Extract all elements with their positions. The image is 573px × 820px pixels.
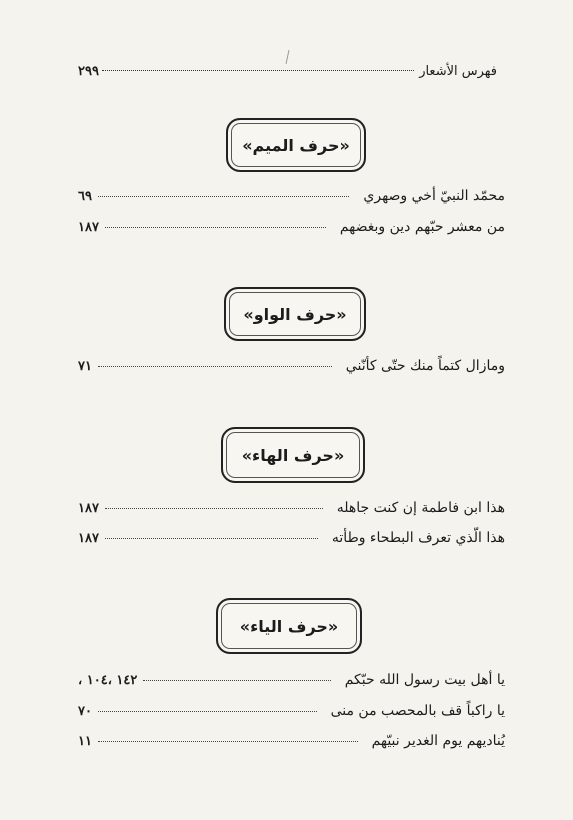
entry-verse: يا أهل بيت رسول الله حبّكم [344,672,505,688]
section-heading-meem: «حرف الميم» [226,118,366,172]
entry-verse: هذا ابن فاطمة إن كنت جاهله [336,500,505,516]
entry-pages: ٧٠ [78,704,92,719]
entry-pages: ٧١ [78,359,92,374]
entry-dot-leader [98,366,332,367]
running-header [78,64,497,86]
entry-dot-leader [105,227,326,228]
entry-dot-leader [105,538,318,539]
entry-pages: ١٨٧ [78,531,99,546]
entry-verse: يا راكباً قف بالمحصب من منى [330,703,505,719]
entry-verse: محمّد النبيّ أخي وصهري [363,188,505,204]
index-entry [78,733,505,757]
index-entry [78,500,505,524]
entry-pages: ١٨٧ [78,220,99,235]
section-heading-ha: «حرف الهاء» [221,427,365,483]
header-title: فهرس الأشعار [419,64,497,79]
entry-pages: ١٨٧ [78,501,99,516]
entry-dot-leader [105,508,323,509]
index-entry [78,672,505,696]
header-dot-leader [102,70,414,71]
index-entry [78,530,505,554]
entry-pages: ١٤٢ ،١٠٤ ، [78,673,138,688]
index-entry [78,188,505,212]
index-entry [78,703,505,727]
entry-dot-leader [143,680,330,681]
entry-dot-leader [98,196,349,197]
index-entry [78,219,505,243]
index-entry [78,358,505,382]
entry-verse: من معشر حبّهم دين وبغضهم [339,219,505,235]
header-page-number: ٢٩٩ [78,64,99,79]
entry-pages: ١١ [78,734,92,749]
section-heading-waw: «حرف الواو» [224,287,366,341]
entry-dot-leader [98,711,317,712]
entry-verse: يُناديهم يوم الغدير نبيّهم [371,733,505,749]
entry-dot-leader [98,741,358,742]
scan-mark [286,50,290,64]
section-heading-ya: «حرف الياء» [216,598,362,654]
entry-verse: هذا الّذي تعرف البطحاء وطأته [331,530,505,546]
entry-verse: ومازال كتماً منك حتّى كأنّني [345,358,505,374]
entry-pages: ٦٩ [78,189,92,204]
